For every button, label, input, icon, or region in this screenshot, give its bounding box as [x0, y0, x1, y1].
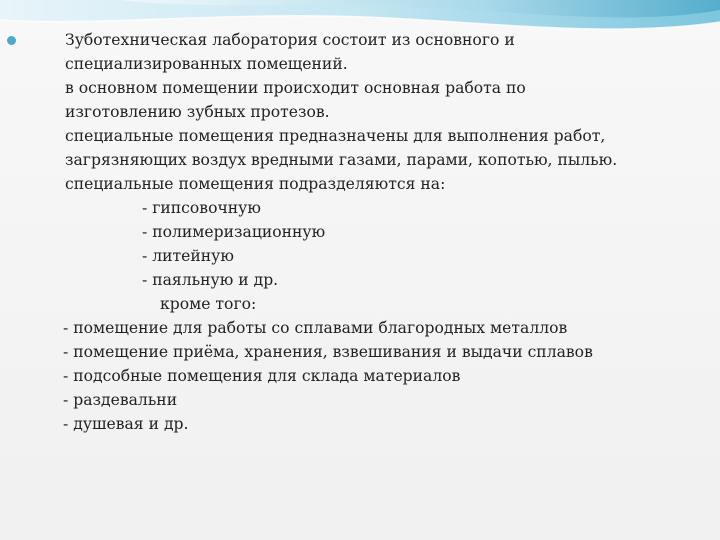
list-item: - помещение приёма, хранения, взвешивания и выдачи сплавов [63, 343, 593, 361]
text-line: специальные помещения подразделяются на: [65, 175, 446, 193]
list-item: - паяльную и др. [142, 271, 279, 289]
text-line: кроме того: [160, 295, 257, 313]
main-text-block [40, 28, 700, 436]
list-item: - подсобные помещения для склада материалов [63, 367, 461, 385]
list-item: - полимеризационную [142, 223, 326, 241]
text-line: Зуботехническая лаборатория состоит из основного и [65, 31, 515, 49]
list-item: - помещение для работы со сплавами благородных металлов [63, 319, 568, 337]
list-item: - душевая и др. [63, 415, 189, 433]
list-item: - гипсовочную [142, 199, 261, 217]
text-line: изготовлению зубных протезов. [65, 103, 330, 121]
bullet-dot-icon [7, 36, 16, 45]
text-line: загрязняющих воздух вредными газами, парами, копотью, пылью. [65, 151, 618, 169]
list-item: - раздевальни [63, 391, 178, 409]
text-line: в основном помещении происходит основная работа по [65, 79, 526, 97]
list-item: - литейную [142, 247, 234, 265]
text-line: специализированных помещений. [65, 55, 348, 73]
text-line: специальные помещения предназначены для выполнения работ, [65, 127, 606, 145]
